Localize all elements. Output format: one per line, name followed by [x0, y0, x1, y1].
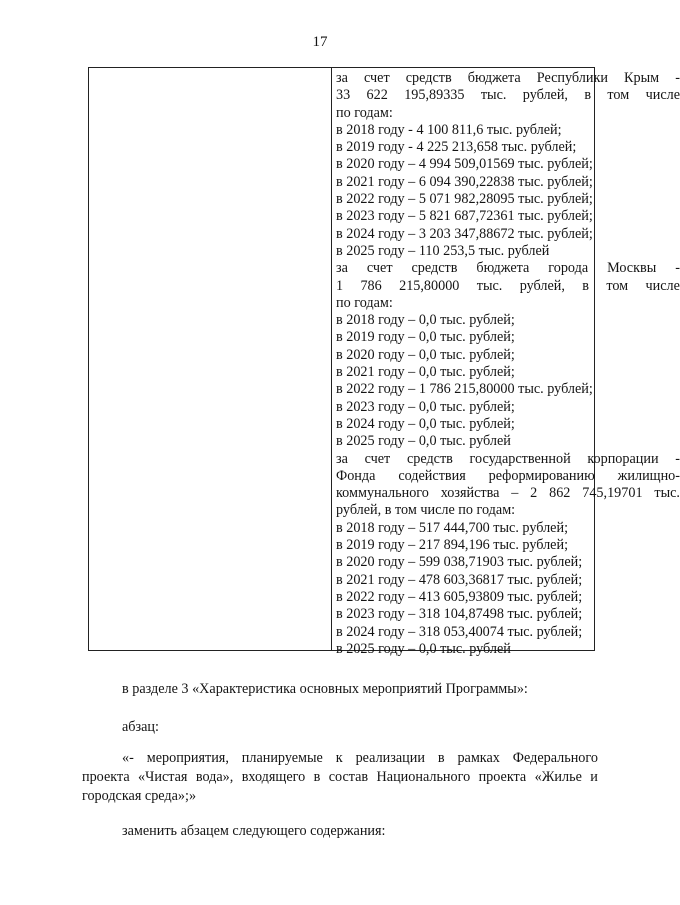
abzac-label: абзац:	[122, 719, 159, 735]
section-intro-paragraph	[122, 680, 602, 699]
table-cell-line: по годам:	[336, 294, 393, 311]
quoted-paragraph-word: Федерального	[512, 750, 598, 766]
table-cell-word: за	[336, 260, 348, 277]
table-cell-line: в 2021 году – 6 094 390,22838 тыс. рублей;	[336, 173, 593, 190]
quoted-paragraph-word: планируемые	[241, 750, 323, 766]
quoted-paragraph-word: реализации	[355, 750, 425, 766]
quoted-paragraph	[82, 749, 598, 806]
quoted-paragraph-word: проекта	[478, 769, 527, 785]
table-cell-word: реформированию	[488, 467, 595, 484]
table-cell-word: Фонда	[336, 467, 376, 484]
table-cell-word: корпорации	[587, 450, 659, 467]
quoted-paragraph-word: входящего	[241, 769, 306, 785]
table-cell-line: в 2018 году – 0,0 тыс. рублей;	[336, 312, 515, 329]
table-cell-line: в 2018 году – 517 444,700 тыс. рублей;	[336, 519, 569, 536]
table-cell-word: Крым	[624, 70, 660, 86]
quoted-paragraph-word: в	[313, 769, 321, 785]
financing-table	[88, 67, 680, 657]
page-number: 17	[312, 34, 328, 50]
table-cell-line: в 2024 году – 0,0 тыс. рублей;	[336, 415, 515, 432]
quoted-paragraph-line: городская среда»;»	[82, 788, 197, 804]
quoted-paragraph-word: Национального	[376, 769, 471, 785]
table-column-divider	[331, 68, 332, 650]
table-cell-word: средств	[411, 260, 458, 277]
table-cell-word: счет	[364, 70, 390, 86]
quoted-paragraph-word: рамках	[457, 750, 500, 766]
table-cell-word: бюджета	[467, 70, 521, 86]
quoted-paragraph-line	[122, 749, 598, 768]
table-cell-line: в 2021 году – 478 603,36817 тыс. рублей;	[336, 571, 583, 588]
table-cell-line: в 2019 году – 0,0 тыс. рублей;	[336, 329, 515, 346]
table-cell-line	[336, 70, 680, 87]
table-cell-word: за	[336, 450, 348, 467]
table-cell-word: числе	[645, 277, 680, 294]
table-cell-word: тыс.	[654, 485, 680, 502]
table-cell-line: в 2022 году – 5 071 982,28095 тыс. рублей;	[336, 191, 593, 208]
table-cell-word: 215,80000	[399, 277, 460, 294]
table-cell-word: средств	[406, 450, 453, 467]
table-cell-word: счет	[366, 260, 393, 277]
table-cell-line	[336, 260, 680, 277]
table-cell-word: коммунального	[336, 485, 429, 502]
table-cell-line	[336, 87, 680, 104]
table-cell-word: Республики	[536, 70, 608, 86]
table-cell-word: 622	[366, 87, 388, 104]
table-cell-line: в 2023 году – 0,0 тыс. рублей;	[336, 398, 515, 415]
table-cell-word: в	[582, 277, 589, 294]
table-cell-line: в 2023 году – 318 104,87498 тыс. рублей;	[336, 606, 583, 623]
table-cell-line: рублей, в том числе по годам:	[336, 502, 516, 519]
table-cell-word: содействия	[398, 467, 466, 484]
table-cell-line	[336, 451, 680, 468]
table-cell-word: хозяйства	[440, 485, 500, 502]
table-cell-word: -	[675, 70, 680, 86]
table-cell-line: в 2019 году – 217 894,196 тыс. рублей;	[336, 537, 569, 554]
financing-details-cell	[336, 70, 680, 658]
table-cell-line: в 2022 году – 413 605,93809 тыс. рублей;	[336, 588, 583, 605]
table-cell-word: государственной	[469, 450, 571, 467]
table-cell-line: в 2020 году – 0,0 тыс. рублей;	[336, 346, 515, 363]
table-cell-word: рублей,	[519, 277, 565, 294]
table-cell-word: счет	[364, 450, 391, 467]
quoted-paragraph-word: в	[437, 750, 445, 766]
table-cell-word: том	[606, 277, 629, 294]
quoted-paragraph-word: к	[335, 750, 343, 766]
quoted-paragraph-line	[82, 768, 598, 787]
table-cell-line: в 2018 году - 4 100 811,6 тыс. рублей;	[336, 121, 562, 138]
table-cell-line: в 2024 году – 318 053,40074 тыс. рублей;	[336, 623, 583, 640]
quoted-paragraph-word: «Жилье	[534, 769, 582, 785]
quoted-paragraph-word: мероприятия,	[146, 750, 229, 766]
table-cell-line: в 2024 году – 3 203 347,88672 тыс. рублей;	[336, 225, 593, 242]
table-cell-line: в 2025 году – 0,0 тыс. рублей	[336, 433, 511, 450]
table-cell-word: –	[511, 485, 519, 502]
table-cell-line: в 2021 году – 0,0 тыс. рублей;	[336, 364, 515, 381]
table-cell-word: 33	[336, 87, 351, 104]
table-cell-word: за	[336, 70, 348, 86]
table-cell-word: тыс.	[476, 277, 503, 294]
table-cell-word: 745,19701	[582, 485, 643, 502]
table-cell-line: в 2020 году – 4 994 509,01569 тыс. рублей;	[336, 156, 593, 173]
quoted-paragraph-word: проекта	[82, 769, 130, 785]
table-cell-line: в 2023 году – 5 821 687,72361 тыс. рублей;	[336, 208, 593, 225]
table-cell-word: Москвы	[607, 260, 657, 277]
abzac-paragraph	[122, 718, 322, 737]
table-cell-line: в 2019 году - 4 225 213,658 тыс. рублей;	[336, 139, 577, 156]
table-cell-line: по годам:	[336, 104, 393, 121]
table-cell-word: числе	[645, 87, 680, 104]
table-cell-word: 1	[336, 277, 344, 294]
quoted-paragraph-word: вода»,	[195, 769, 234, 785]
table-cell-word: 195,89335	[404, 87, 465, 104]
quoted-paragraph-word: и	[590, 769, 598, 785]
quoted-paragraph-word: состав	[328, 769, 369, 785]
table-cell-word: тыс.	[480, 87, 507, 104]
table-cell-line: в 2020 году – 599 038,71903 тыс. рублей;	[336, 554, 583, 571]
table-cell-line: в 2025 году – 110 253,5 тыс. рублей	[336, 242, 550, 259]
table-cell-word: 2	[530, 485, 538, 502]
table-cell-line	[336, 278, 680, 295]
replace-text: заменить абзацем следующего содержания:	[122, 823, 386, 839]
table-cell-word: -	[675, 450, 680, 467]
table-cell-word: том	[607, 87, 630, 104]
quoted-paragraph-word: «-	[122, 750, 134, 766]
table-cell-word: средств	[405, 70, 452, 86]
table-cell-word: бюджета	[476, 260, 530, 277]
table-cell-line	[336, 468, 680, 485]
table-cell-word: в	[584, 87, 592, 104]
table-cell-line: в 2022 году – 1 786 215,80000 тыс. рублей;	[336, 381, 593, 398]
table-cell-word: жилищно-	[617, 467, 680, 484]
replace-paragraph	[122, 822, 522, 841]
table-cell-line	[336, 485, 680, 502]
table-cell-word: -	[675, 260, 680, 277]
table-cell-word: 786	[360, 277, 382, 294]
table-cell-word: города	[548, 260, 589, 277]
table-cell-word: 862	[549, 485, 571, 502]
table-cell-word: рублей,	[522, 87, 568, 104]
table-cell-line: в 2025 году – 0,0 тыс. рублей	[336, 640, 511, 657]
section-intro-text: в разделе 3 «Характеристика основных мероприятий Программы»:	[122, 681, 528, 697]
quoted-paragraph-word: «Чистая	[138, 769, 188, 785]
